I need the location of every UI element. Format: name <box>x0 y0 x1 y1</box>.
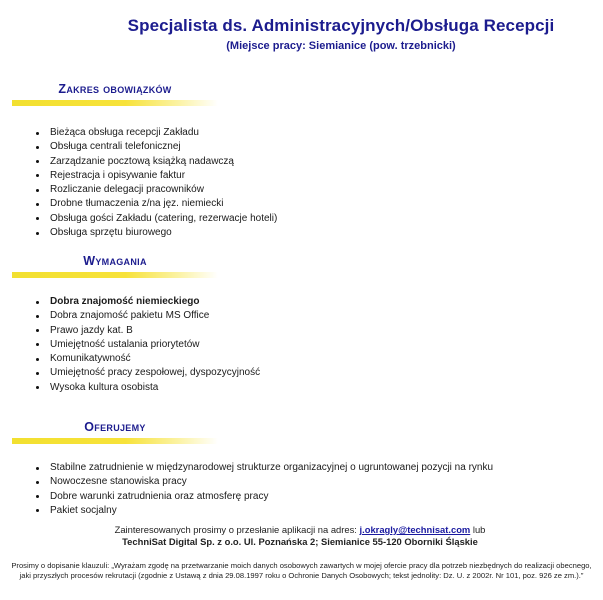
list-item: Pakiet socjalny <box>50 504 493 518</box>
list-item: Obsługa centrali telefonicznej <box>50 140 277 154</box>
heading-underline <box>12 100 218 106</box>
list-item: Umiejętność ustalania priorytetów <box>50 338 260 352</box>
list-item: Zarządzanie pocztową książką nadawczą <box>50 155 277 169</box>
list-item: Nowoczesne stanowiska pracy <box>50 475 493 489</box>
list-item: Rozliczanie delegacji pracowników <box>50 183 277 197</box>
heading-underline <box>12 438 218 444</box>
company-address: TechniSat Digital Sp. z o.o. Ul. Poznańska 2; Siemianice 55-120 Oborniki Śląskie <box>122 536 478 547</box>
application-intro: Zainteresowanych prosimy o przesłanie aplikacji na adres: <box>114 524 360 535</box>
requirements-list <box>30 295 260 395</box>
heading-underline <box>12 272 218 278</box>
list-item: Bieżąca obsługa recepcji Zakładu <box>50 126 277 140</box>
email-link[interactable]: j.okragly@technisat.com <box>359 524 471 535</box>
list-item: Dobra znajomość niemieckiego <box>50 295 260 309</box>
duties-section-header <box>12 82 218 112</box>
application-info <box>90 524 510 548</box>
list-item: Dobre warunki zatrudnienia oraz atmosferę pracy <box>50 490 493 504</box>
list-item: Rejestracja i opisywanie faktur <box>50 169 277 183</box>
requirements-section-header <box>12 254 218 284</box>
requirements-heading: Wymagania <box>83 254 147 268</box>
page-title: Specjalista ds. Administracyjnych/Obsługa Recepcji <box>127 16 555 35</box>
offer-section-header <box>12 420 218 450</box>
offer-heading: Oferujemy <box>84 420 146 434</box>
list-item: Umiejętność pracy zespołowej, dyspozycyjność <box>50 366 260 380</box>
duties-list <box>30 126 277 240</box>
list-item: Komunikatywność <box>50 352 260 366</box>
list-item: Prawo jazdy kat. B <box>50 324 260 338</box>
work-location: (Miejsce pracy: Siemianice (pow. trzebnicki) <box>226 40 456 52</box>
application-after-email: lub <box>470 524 486 535</box>
list-item: Stabilne zatrudnienie w międzynarodowej strukturze organizacyjnej o ugruntowanej pozycji na rynku <box>50 461 493 475</box>
offer-list <box>30 461 493 518</box>
list-item: Wysoka kultura osobista <box>50 381 260 395</box>
duties-heading: Zakres obowiązków <box>58 82 172 96</box>
gdpr-clause: Prosimy o dopisanie klauzuli: „Wyrażam zgodę na przetwarzanie moich danych osobowych zawartych w mojej ofercie pracy dla potrzeb niezbędnych do realizacji obecnego, jaki przyszłych procesów rekrutacji (zgodnie z Ustawą z dnia 29.08.1997 roku o Ochronie Danych Osobowych; tekst jednolity: Dz. U. z 2002r. Nr 101, poz. 926 ze zm.).” <box>11 561 592 580</box>
list-item: Dobra znajomość pakietu MS Office <box>50 309 260 323</box>
list-item: Obsługa sprzętu biurowego <box>50 226 277 240</box>
list-item: Drobne tłumaczenia z/na jęz. niemiecki <box>50 197 277 211</box>
list-item: Obsługa gości Zakładu (catering, rezerwacje hoteli) <box>50 212 277 226</box>
